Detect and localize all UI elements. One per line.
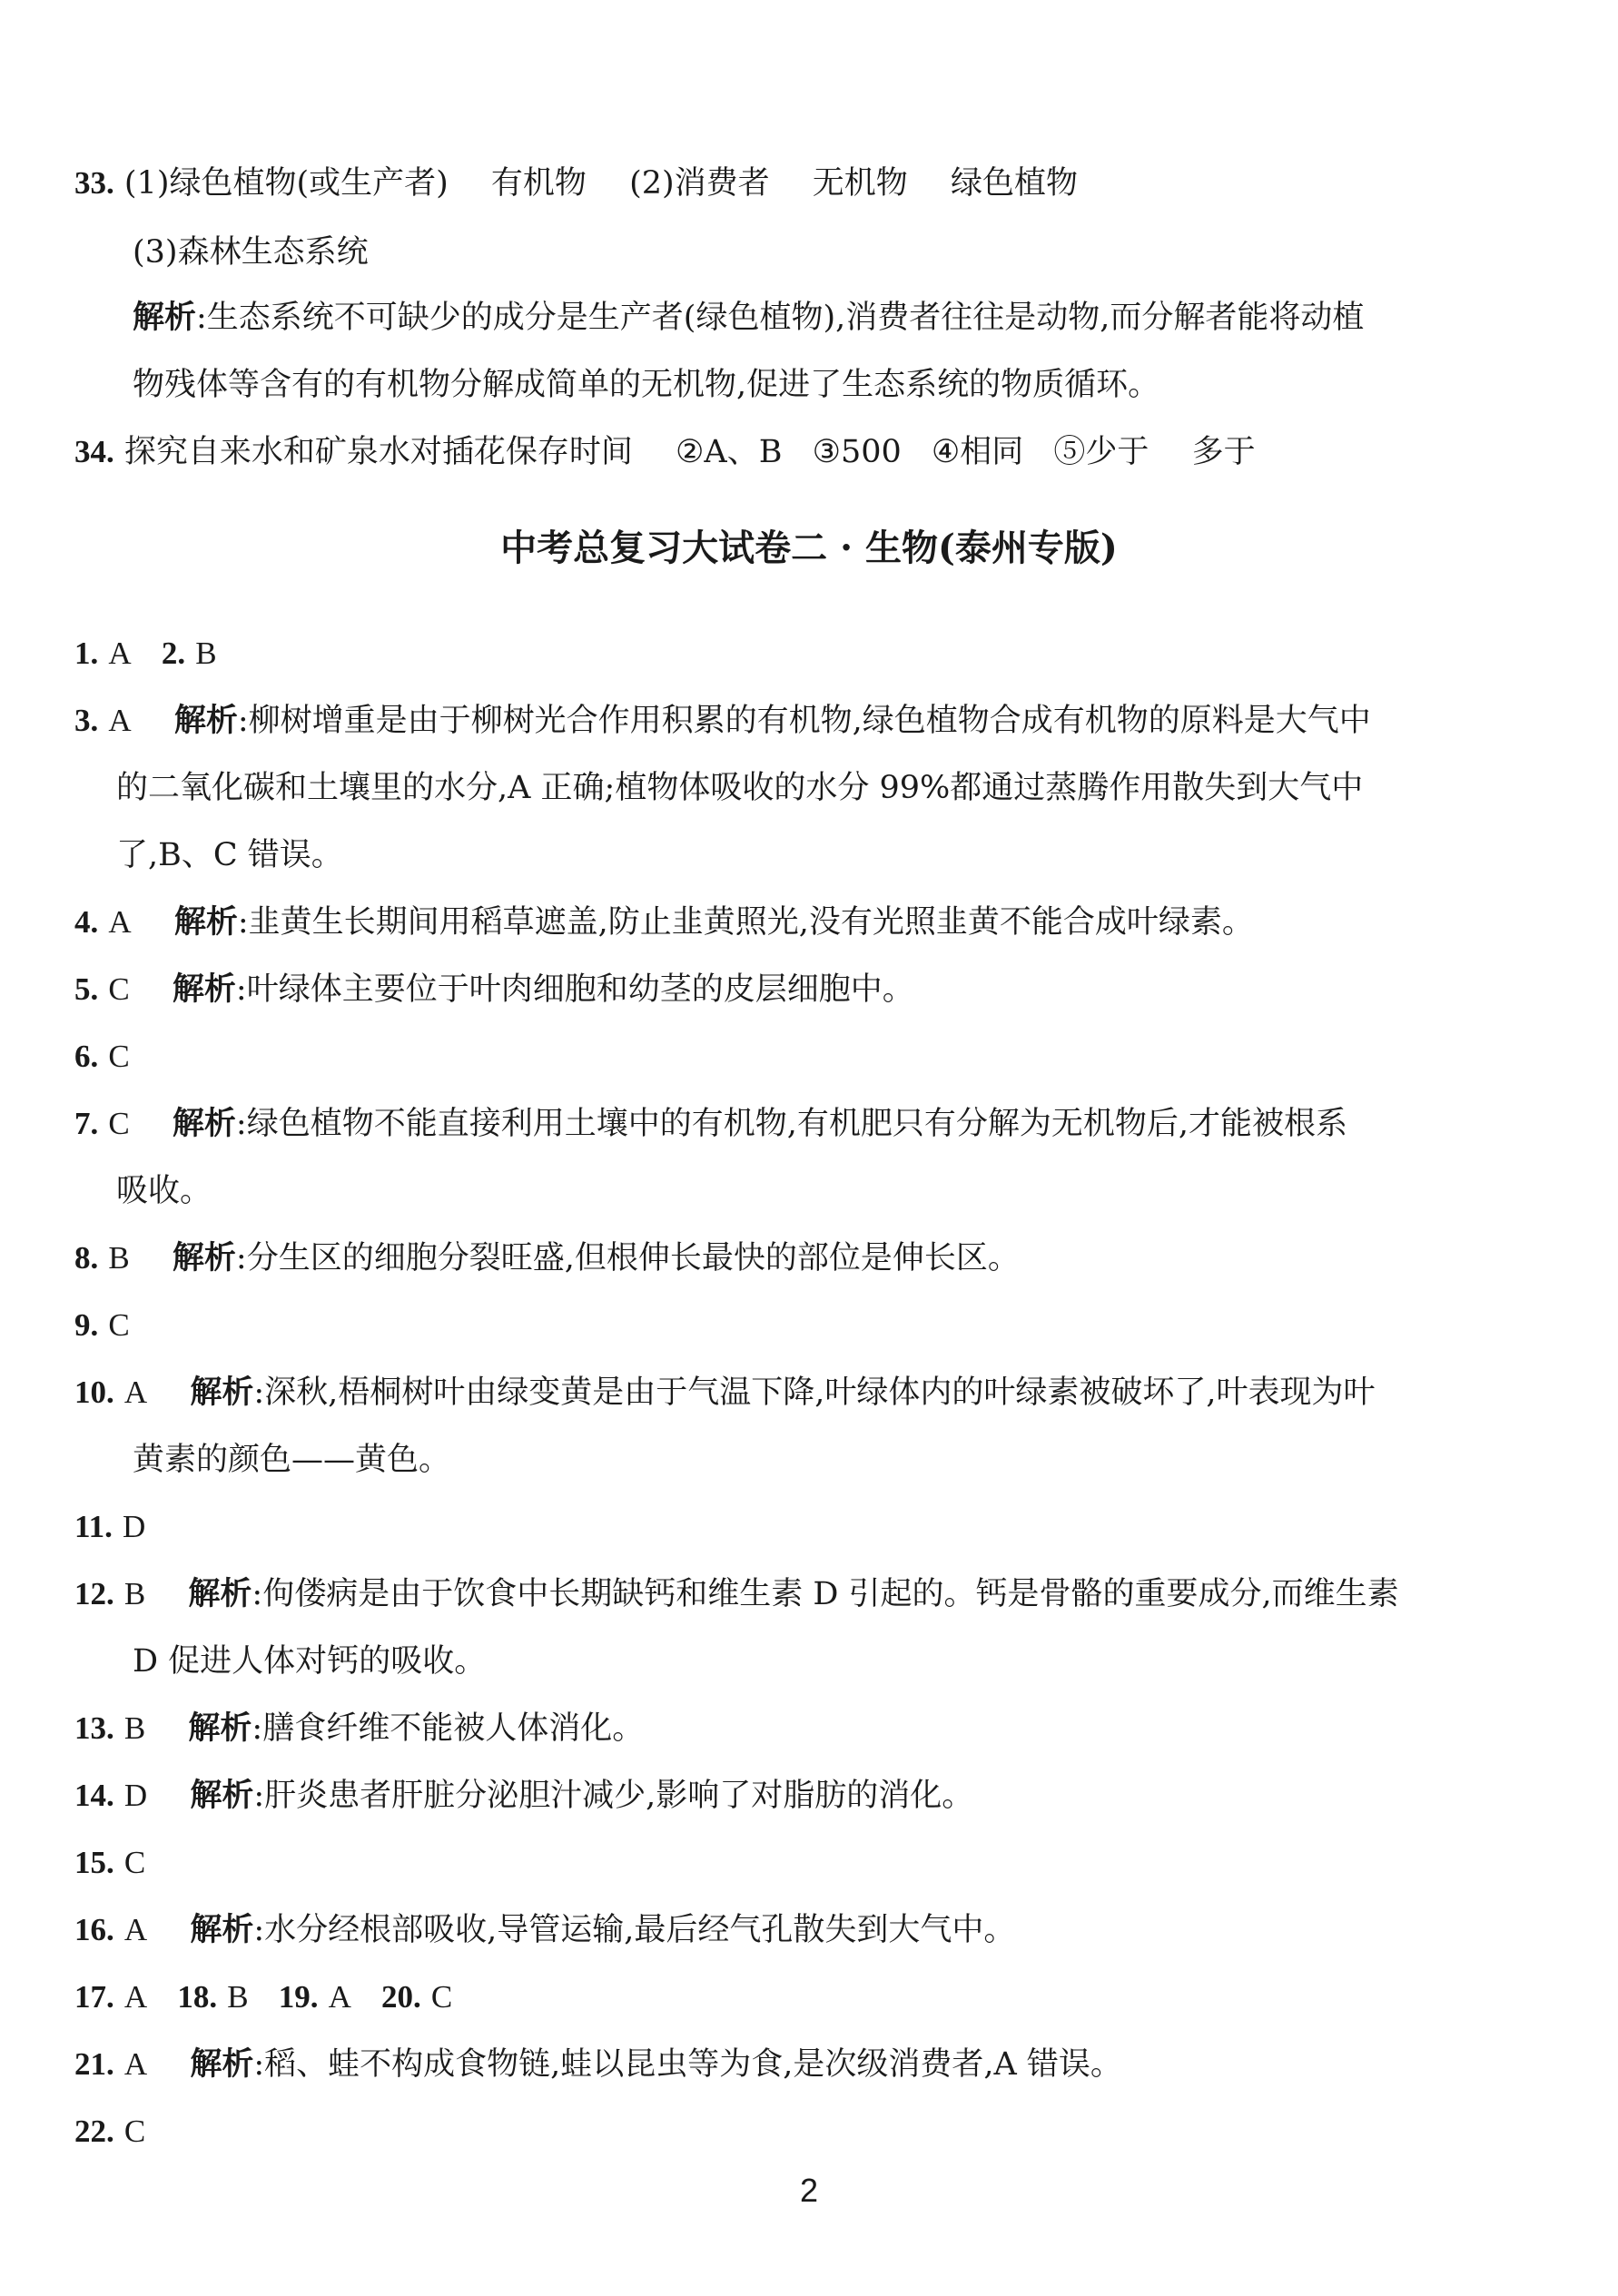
question-number: 21.	[74, 2046, 114, 2082]
answer-8	[74, 1238, 1020, 1278]
analysis-label: 解析	[190, 1374, 254, 1411]
answer-part: 有机物	[490, 165, 587, 202]
analysis-label: 解析	[133, 299, 197, 336]
question-number: 5.	[74, 971, 99, 1007]
answer-4	[74, 902, 1254, 942]
answer-choice: A	[123, 1912, 148, 1947]
analysis-text: :佝偻病是由于饮食中长期缺钙和维生素 D 引起的。钙是骨骼的重要成分,而维生素	[252, 1576, 1399, 1612]
question-number: 13.	[74, 1710, 114, 1746]
answer-choice: B	[227, 1979, 249, 2015]
answer-part: ⑤少于	[1053, 434, 1149, 470]
answer-10-line1	[74, 1373, 1376, 1413]
answer-16	[74, 1910, 1015, 1950]
analysis-label: 解析	[188, 1710, 252, 1747]
question-number: 12.	[74, 1576, 114, 1611]
answer-choice: A	[328, 1979, 351, 2015]
answer-choice: C	[430, 1979, 453, 2015]
analysis-33-line1	[133, 298, 1364, 338]
answer-12-line2: D 促进人体对钙的吸收。	[133, 1643, 487, 1680]
answer-part: ④相同	[931, 434, 1024, 470]
analysis-label: 解析	[172, 971, 236, 1008]
analysis-text: :生态系统不可缺少的成分是生产者(绿色植物),消费者往往是动物,而分解者能将动植	[196, 300, 1365, 336]
answer-choice: A	[108, 636, 132, 671]
analysis-label: 解析	[190, 1777, 254, 1814]
analysis-label: 解析	[173, 903, 238, 941]
question-number: 33.	[74, 165, 114, 201]
answer-choice: C	[108, 1039, 130, 1074]
answer-14	[74, 1776, 973, 1816]
analysis-text: :柳树增重是由于柳树光合作用积累的有机物,绿色植物合成有机物的原料是大气中	[237, 703, 1371, 739]
question-number: 16.	[74, 1912, 114, 1947]
answer-choice: C	[123, 2114, 146, 2149]
answer-3-line1	[74, 701, 1371, 741]
answer-34	[74, 432, 1256, 472]
answer-part: 无机物	[812, 165, 908, 202]
answer-6	[74, 1037, 130, 1077]
answer-choice: C	[108, 1307, 130, 1343]
answer-part: 多于	[1191, 434, 1256, 470]
analysis-label: 解析	[190, 2045, 254, 2083]
answer-21	[74, 2045, 1122, 2084]
answer-part: (2)消费者	[629, 165, 770, 202]
analysis-33-line2: 物残体等含有的有机物分解成简单的无机物,促进了生态系统的物质循环。	[133, 367, 1160, 403]
analysis-label: 解析	[172, 1105, 236, 1142]
question-number: 2.	[161, 636, 186, 671]
answer-choice: A	[108, 904, 132, 940]
analysis-text: :膳食纤维不能被人体消化。	[252, 1710, 645, 1747]
answer-choice: D	[123, 1778, 148, 1813]
analysis-text: :深秋,梧桐树叶由绿变黄是由于气温下降,叶绿体内的叶绿素被破坏了,叶表现为叶	[253, 1375, 1376, 1411]
question-number: 6.	[74, 1039, 99, 1074]
answer-part: 绿色植物	[950, 165, 1078, 202]
answer-choice: C	[108, 1106, 130, 1141]
answer-7-line2: 吸收。	[116, 1173, 212, 1209]
answer-choice: D	[122, 1509, 146, 1544]
answer-choice: A	[108, 703, 132, 738]
answer-13	[74, 1709, 644, 1749]
answer-5	[74, 970, 914, 1010]
analysis-text: :叶绿体主要位于叶肉细胞和幼茎的皮层细胞中。	[235, 971, 914, 1008]
question-number: 18.	[177, 1979, 218, 2015]
answer-33-line2: (3)森林生态系统	[133, 234, 369, 271]
answer-17-20	[74, 1977, 452, 2017]
analysis-text: :分生区的细胞分裂旺盛,但根伸长最快的部位是伸长区。	[235, 1240, 1020, 1276]
question-number: 17.	[74, 1979, 114, 2015]
answer-choice: B	[123, 1576, 146, 1611]
analysis-label: 解析	[173, 702, 238, 739]
page-number: 2	[799, 2172, 819, 2209]
answer-3-line3: 了,B、C 错误。	[116, 837, 343, 873]
analysis-label: 解析	[188, 1575, 252, 1612]
answer-22	[74, 2112, 145, 2152]
question-number: 3.	[74, 703, 99, 738]
analysis-text: :水分经根部吸收,导管运输,最后经气孔散失到大气中。	[253, 1912, 1016, 1948]
question-number: 4.	[74, 904, 99, 940]
answer-12-line1	[74, 1574, 1399, 1614]
analysis-text: :稻、蛙不构成食物链,蛙以昆虫等为食,是次级消费者,A 错误。	[253, 2046, 1122, 2083]
analysis-label: 解析	[172, 1239, 236, 1276]
section-heading: 中考总复习大试卷二 · 生物(泰州专版)	[500, 527, 1118, 569]
answer-3-line2: 的二氧化碳和土壤里的水分,A 正确;植物体吸收的水分 99%都通过蒸腾作用散失到大气中	[116, 770, 1364, 806]
answer-choice: C	[108, 971, 130, 1007]
answer-15	[74, 1843, 145, 1883]
answer-choice: C	[123, 1845, 146, 1880]
answer-choice: A	[123, 2046, 148, 2082]
question-number: 9.	[74, 1307, 99, 1343]
question-number: 20.	[381, 1979, 421, 2015]
answer-part: ②A、B	[676, 434, 783, 470]
question-number: 10.	[74, 1375, 114, 1410]
question-number: 1.	[74, 636, 99, 671]
question-number: 15.	[74, 1845, 114, 1880]
question-number: 19.	[278, 1979, 319, 2015]
analysis-text: :韭黄生长期间用稻草遮盖,防止韭黄照光,没有光照韭黄不能合成叶绿素。	[237, 904, 1254, 941]
analysis-label: 解析	[190, 1911, 254, 1948]
answer-part: (1)绿色植物(或生产者)	[123, 165, 449, 202]
question-number: 7.	[74, 1106, 99, 1141]
question-number: 22.	[74, 2114, 114, 2149]
answer-7-line1	[74, 1104, 1347, 1144]
question-number: 14.	[74, 1778, 114, 1813]
answer-33-line1	[74, 163, 1078, 203]
answer-10-line2: 黄素的颜色——黄色。	[133, 1442, 451, 1478]
answer-1-2	[74, 634, 217, 674]
answer-11	[74, 1507, 145, 1547]
answer-choice: A	[123, 1979, 148, 2015]
answer-choice: B	[108, 1240, 130, 1276]
analysis-text: :肝炎患者肝脏分泌胆汁减少,影响了对脂肪的消化。	[253, 1778, 974, 1814]
answer-choice: A	[123, 1375, 148, 1410]
answer-part: 探究自来水和矿泉水对插花保存时间	[123, 434, 633, 470]
answer-9	[74, 1306, 130, 1345]
answer-choice: B	[195, 636, 217, 671]
question-number: 34.	[74, 434, 114, 469]
question-number: 8.	[74, 1240, 99, 1276]
question-number: 11.	[74, 1509, 113, 1544]
analysis-text: :绿色植物不能直接利用土壤中的有机物,有机肥只有分解为无机物后,才能被根系	[235, 1106, 1347, 1142]
answer-part: ③500	[812, 434, 902, 470]
answer-choice: B	[123, 1710, 146, 1746]
